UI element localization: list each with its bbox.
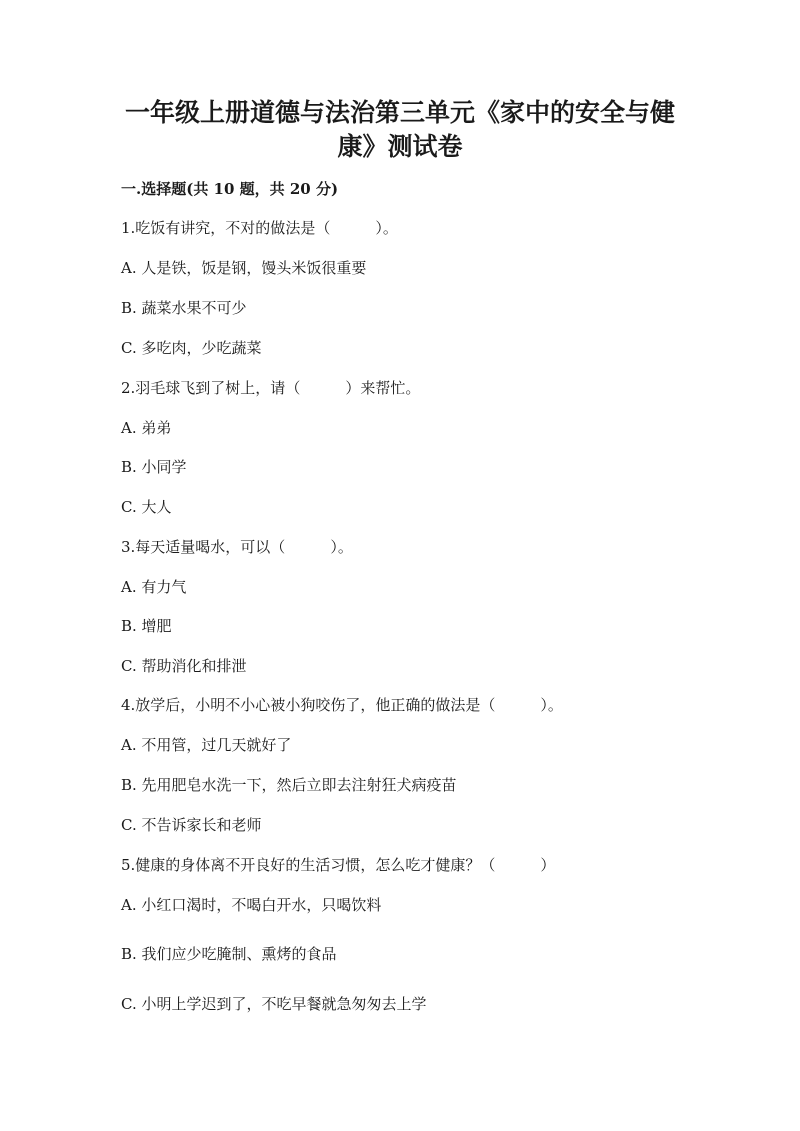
question-1-stem: 1.吃饭有讲究，不对的做法是（ ）。: [121, 219, 398, 237]
question-2-option-c: C. 大人: [121, 498, 172, 516]
title-line-1: 一年级上册道德与法治第三单元《家中的安全与健: [124, 98, 675, 127]
question-3-option-b: B. 增肥: [121, 617, 172, 635]
question-1-option-c: C. 多吃肉，少吃蔬菜: [121, 339, 262, 357]
question-4-option-c: C. 不告诉家长和老师: [121, 816, 262, 834]
question-5-option-c: C. 小明上学迟到了，不吃早餐就急匆匆去上学: [121, 995, 427, 1013]
question-4-option-b: B. 先用肥皂水洗一下，然后立即去注射狂犬病疫苗: [121, 776, 457, 794]
question-5-option-a: A. 小红口渴时，不喝白开水，只喝饮料: [121, 896, 382, 914]
question-2-stem: 2.羽毛球飞到了树上，请（ ）来帮忙。: [121, 379, 421, 397]
question-4-stem: 4.放学后，小明不小心被小狗咬伤了，他正确的做法是（ ）。: [121, 696, 563, 714]
question-3-option-c: C. 帮助消化和排泄: [121, 657, 247, 675]
question-3-option-a: A. 有力气: [121, 578, 187, 596]
question-1-option-b: B. 蔬菜水果不可少: [121, 299, 247, 317]
question-5-option-b: B. 我们应少吃腌制、熏烤的食品: [121, 945, 337, 963]
question-2-option-b: B. 小同学: [121, 458, 187, 476]
question-5-stem: 5.健康的身体离不开良好的生活习惯，怎么吃才健康？（ ）: [121, 856, 556, 874]
question-3-stem: 3.每天适量喝水，可以（ ）。: [121, 538, 353, 556]
question-2-option-a: A. 弟弟: [121, 419, 172, 437]
question-1-option-a: A. 人是铁，饭是钢，馒头米饭很重要: [121, 259, 367, 277]
section-heading: 一.选择题(共 10 题，共 20 分): [121, 180, 339, 198]
title-line-2: 康》测试卷: [337, 132, 463, 161]
question-4-option-a: A. 不用管，过几天就好了: [121, 736, 292, 754]
